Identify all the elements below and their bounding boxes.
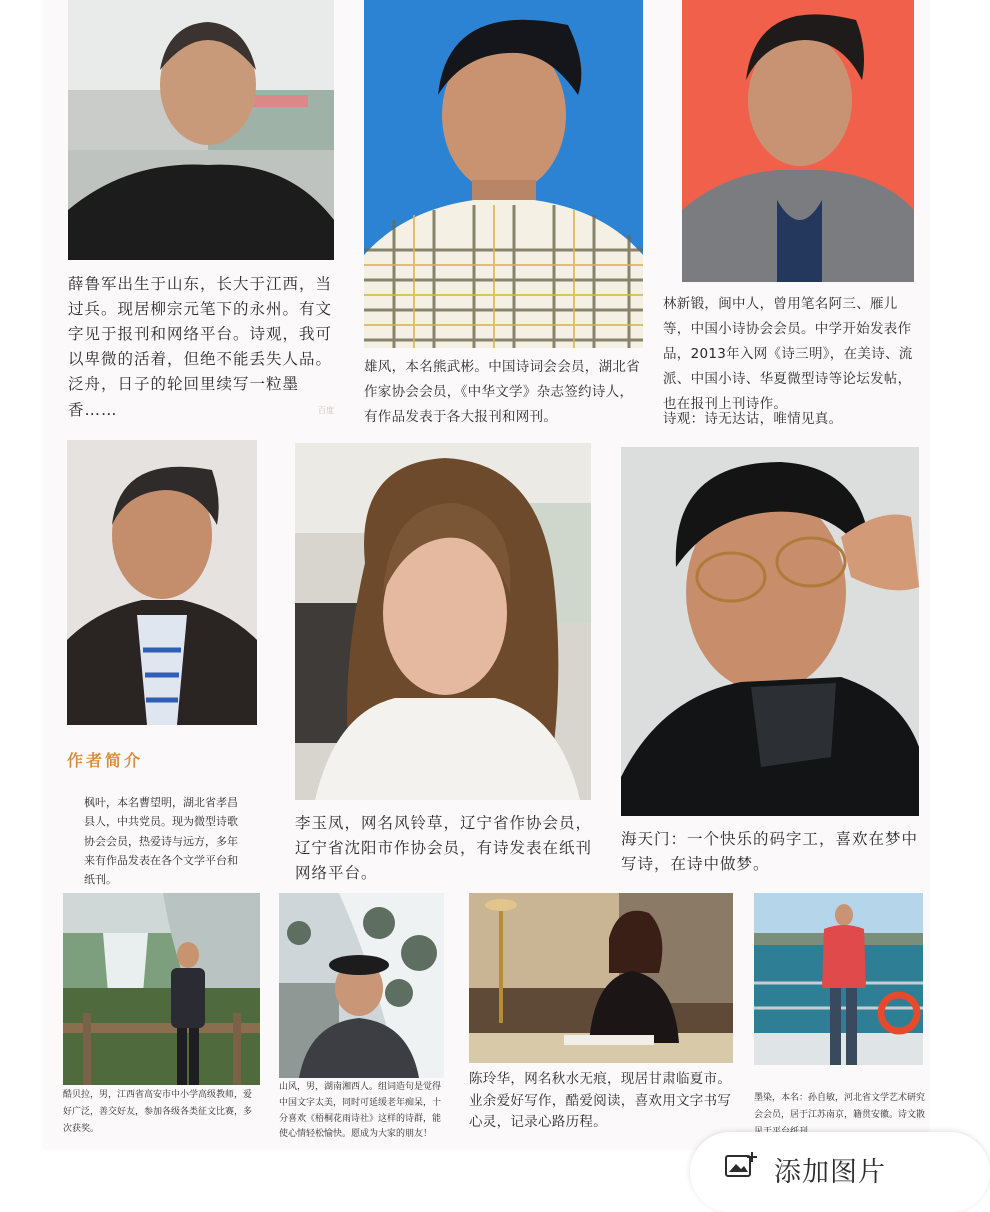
author-photo-2 — [364, 0, 643, 348]
author-photo-8 — [279, 893, 444, 1078]
author-intro-heading: 作者简介 — [67, 751, 144, 770]
author-bio-6: 海天门：一个快乐的码字工，喜欢在梦中写诗，在诗中做梦。 — [621, 830, 919, 874]
author-bio-9: 陈玲华，网名秋水无痕，现居甘肃临夏市。业余爱好写作，酷爱阅读，喜欢用文字书写心灵，记录心路历程。 — [469, 1071, 732, 1131]
author-bio-2: 雄风，本名熊武彬。中国诗词会会员，湖北省作家协会会员，《中华文学》杂志签约诗人，有作品发表于各大报刊和网刊。 — [364, 359, 640, 425]
author-bio-5: 李玉凤，网名风铃草，辽宁省作协会员，辽宁省沈阳市作协会员，有诗发表在纸刊网络平台。 — [295, 814, 593, 883]
author-bio-3: 林新锻，闽中人，曾用笔名阿三、雁儿等，中国小诗协会会员。中学开始发表作品，2013年入网《诗三明》，在美诗、流派、中国小诗、华夏微型诗等论坛发帖，也在报刊上刊诗作。 — [663, 296, 913, 412]
author-poetics-3: 诗观：诗无达诂，唯情见真。 — [663, 411, 843, 427]
add-image-label: 添加图片 — [774, 1157, 886, 1188]
author-bio-8: 山风，男，湖南湘西人。组词造句是觉得中国文字太美，同时可延缓老年痴呆，十分喜欢《梧桐花雨诗社》这样的诗群，能使心情轻松愉快。愿成为大家的朋友！ — [279, 1082, 442, 1140]
author-photo-7 — [63, 893, 260, 1085]
author-photo-10 — [754, 893, 923, 1065]
author-photo-9 — [469, 893, 733, 1063]
author-photo-5 — [295, 443, 591, 800]
author-bio-1: 薛鲁军出生于山东，长大于江西，当过兵。现居柳宗元笔下的永州。有文字见于报刊和网络平台。诗观，我可以卑微的活着，但绝不能丢失人品。泛舟，日子的轮回里续写一粒墨香…… — [68, 275, 333, 419]
author-bio-10: 墨染，本名：孙自敏，河北省文学艺术研究会会员，居于江苏南京，籍贯安徽。诗文散 — [754, 1093, 926, 1121]
watermark: 百度 — [318, 406, 334, 415]
author-photo-6 — [621, 447, 919, 816]
author-photo-1 — [68, 0, 334, 260]
author-photo-3 — [682, 0, 914, 282]
image-add-icon — [724, 1150, 758, 1178]
author-bio-4: 枫叶，本名曹望明，湖北省孝昌县人，中共党员。现为微型诗歌协会会员，热爱诗与远方，多年来有作品发表在各个文学平台和纸刊。 — [84, 796, 238, 886]
add-image-button[interactable] — [690, 1132, 990, 1212]
author-bio-7: 酷贝拉，男，江西省高安市中小学高级教师，爱好广泛，善交好友，参加各级各类征文比赛，多次获奖。 — [63, 1090, 253, 1135]
author-photo-4 — [67, 440, 257, 725]
